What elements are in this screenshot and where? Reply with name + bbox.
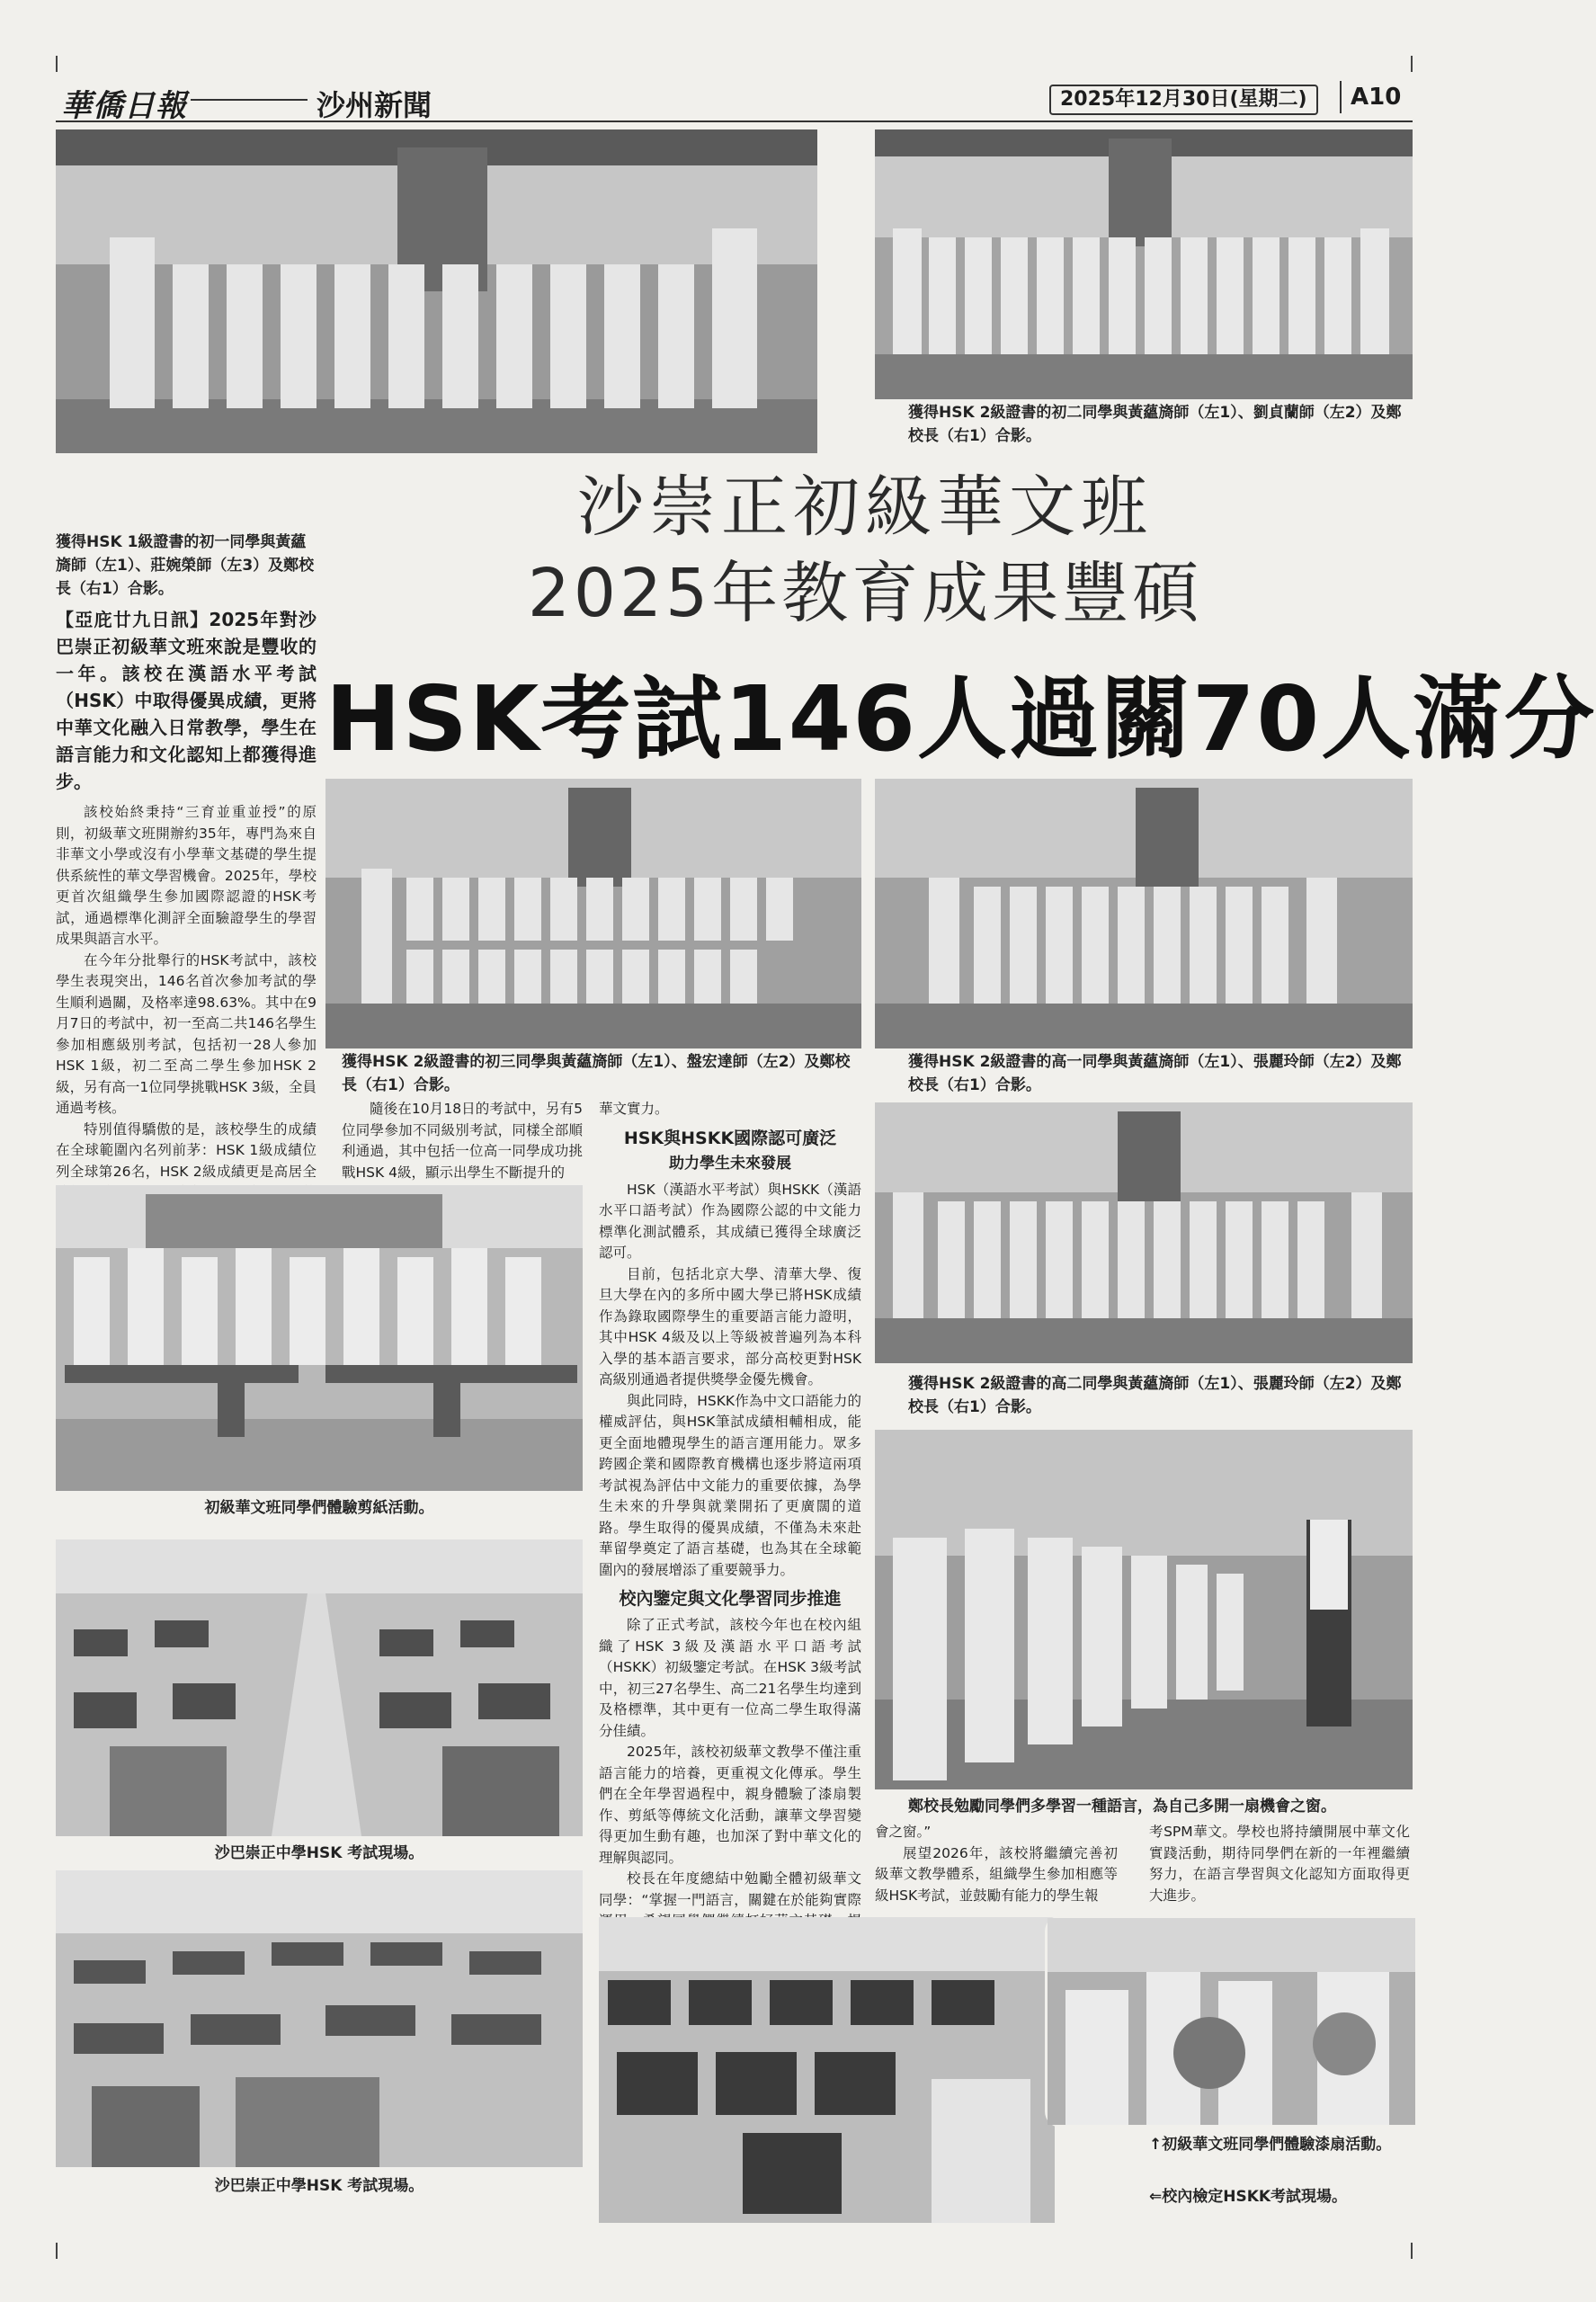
article-paragraph: 該校始終秉持“三育並重並授”的原則，初級華文班開辦約35年，專門為來自非華文小學或沒有小學華文基礎的學生提供系統性的華文學習機會。2025年，學校更首次組織學生參加國際認證的HSK考試，通過標準化測評全面驗證學生的學習成果與語言水平。: [56, 804, 317, 947]
caption-hsk2-form3: 獲得HSK 2級證書的初三同學與黃蘊旖師（左1）、盤宏達師（左2）及鄭校長（右1）合影。: [342, 1053, 851, 1094]
article-paragraph: 會之窗。”: [875, 1824, 932, 1840]
article-paragraph: 除了正式考試，該校今年也在校內組織了HSK 3級及漢語水平口語考試（HSKK）初級鑒定考試。在HSK 3級考試中，初三27名學生、高二21名學生均達到及格標準，其中更有一位高二學生取得滿分佳績。: [599, 1617, 861, 1739]
section-title: 沙州新聞: [317, 88, 432, 122]
issue-date: 2025年12月30日(星期二): [1049, 85, 1318, 115]
article-paragraph: 目前，包括北京大學、清華大學、復旦大學在內的多所中國大學已將HSK成績作為錄取國際學生的重要語言能力證明，其中HSK 4級及以上等級被普遍列為本科入學的基本語言要求，部分高校更對HSK高級別通過者提供獎學金優先機會。: [599, 1265, 861, 1387]
article-paragraph: 特別值得驕傲的是，該校學生的成績在全球範圍內名列前茅：HSK 1級成績位列全球第26名，HSK 2級成績更是高居全: [56, 1120, 317, 1180]
page-number: A10: [1340, 81, 1401, 113]
photo-paper-cutting: [56, 1185, 583, 1491]
article-paragraph: 華文實力。: [599, 1101, 669, 1117]
article-paragraph: HSK（漢語水平考試）與HSKK（漢語水平口語考試）作為國際公認的中文能力標準化測試體系，其成績已獲得全球廣泛認可。: [599, 1181, 861, 1261]
photo-hsk2-upper2: [875, 1102, 1413, 1363]
caption-lacquer-fan: ↑初級華文班同學們體驗漆扇活動。: [1149, 2136, 1392, 2154]
article-column-5: [1149, 1822, 1410, 1906]
crop-mark: [56, 56, 74, 72]
article-column-1: [56, 606, 317, 1225]
headline-line-2: 2025年教育成果豐碩: [527, 555, 1203, 632]
article-paragraph: 隨後在10月18日的考試中，另有5位同學參加不同級別考試，同樣全部順利通過，其中包括一位高一同學成功挑戰HSK 4級，顯示出學生不斷提升的: [342, 1101, 583, 1181]
masthead-dash: [191, 99, 308, 101]
photo-exam-hall-1: [56, 1539, 583, 1836]
masthead-rule: [56, 120, 1413, 122]
subheading-school-assessment: 校內鑒定與文化學習同步推進: [619, 1589, 842, 1609]
caption-exam-hall-1: 沙巴崇正中學HSK 考試現場。: [214, 1844, 424, 1862]
headline-line-3: HSK考試146人過關70人滿分: [325, 666, 1596, 772]
article-paragraph: 與此同時，HSKK作為中文口語能力的權威評估，與HSK筆試成績相輔相成，能更全面地體現學生的語言運用能力。眾多跨國企業和國際教育機構也逐步將這兩項考試視為評估中文能力的重要依據，為學生未來的升學與就業開拓了更廣闊的道路。學生取得的優異成績，不僅為未來赴華留學奠定了語言基礎，也為其在全球範圍內的發展增添了重要競爭力。: [599, 1392, 861, 1578]
subheading-hsk-recognition: [599, 1126, 861, 1176]
article-column-4: [875, 1822, 1118, 1906]
article-paragraph: 2025年，該校初級華文教學不僅注重語言能力的培養，更重視文化傳承。學生們在全年學習過程中，親身體驗了漆扇製作、剪紙等傳統文化活動，讓華文學習變得更加生動有趣，也加深了對中華文化的理解與認同。: [599, 1744, 861, 1866]
photo-hsk1-group: [56, 129, 817, 453]
article-column-3: [599, 1099, 861, 1975]
article-paragraph: 在今年分批舉行的HSK考試中，該校學生表現突出，146名首次參加考試的學生順利過關，及格率達98.63%。其中在9月7日的考試中，初一至高二共146名學生參加相應級別考試，包括初一28人參加HSK 1級，初二至高二學生參加HSK 2級，另有高一1位同學挑戰HSK 3級，全員通過考核。: [56, 951, 317, 1116]
photo-hsk2-form3: [325, 779, 861, 1048]
headline-line-1: 沙崇正初級華文班: [577, 468, 1153, 546]
photo-lacquer-fan: [1045, 1915, 1418, 2128]
article-lead: 【亞庇廿九日訊】2025年對沙巴崇正初級華文班來說是豐收的一年。該校在漢語水平考試（HSK）中取得優異成績，更將中華文化融入日常教學，學生在語言能力和文化認知上都獲得進步。: [56, 609, 317, 792]
photo-exam-hall-2: [56, 1870, 583, 2167]
caption-principal: 鄭校長勉勵同學們多學習一種語言，為自己多開一扇機會之窗。: [908, 1798, 1336, 1816]
masthead: [56, 79, 1413, 122]
caption-hsk2-form2: 獲得HSK 2級證書的初二同學與黃蘊旖師（左1）、劉貞蘭師（左2）及鄭校長（右1）合影。: [908, 404, 1402, 445]
caption-hsk1: 獲得HSK 1級證書的初一同學與黃蘊旖師（左1）、莊婉榮師（左3）及鄭校長（右1）合影。: [56, 533, 315, 598]
crop-mark: [1395, 56, 1413, 72]
subheading-line: 助力學生未來發展: [669, 1154, 791, 1173]
photo-hskk-lab: [599, 1917, 1055, 2223]
crop-mark: [1395, 2243, 1413, 2259]
subheading-line: HSK與HSKK國際認可廣泛: [623, 1128, 837, 1148]
caption-exam-hall-2: 沙巴崇正中學HSK 考試現場。: [214, 2177, 424, 2195]
newspaper-logo: 華僑日報: [61, 88, 187, 124]
article-paragraph: 校長在年度總結中勉勵全體初級華文同學：“掌握一門語言，關鍵在於能夠實際: [599, 1870, 861, 1908]
caption-paper-cutting: 初級華文班同學們體驗剪紙活動。: [204, 1499, 434, 1517]
caption-hsk2-upper1: 獲得HSK 2級證書的高一同學與黃蘊旖師（左1）、張麗玲師（左2）及鄭校長（右1）合影。: [908, 1053, 1402, 1094]
photo-hsk2-form2: [875, 129, 1413, 399]
article-paragraph: 考SPM華文。學校也將持續開展中華文化實踐活動，期待同學們在新的一年裡繼續努力，在語言學習與文化認知方面取得更大進步。: [1149, 1824, 1410, 1904]
article-paragraph: 展望2026年，該校將繼續完善初級華文教學體系，組織學生參加相應等級HSK考試，並鼓勵有能力的學生報: [875, 1844, 1118, 1904]
caption-hskk-lab: ⇐校內檢定HSKK考試現場。: [1149, 2188, 1348, 2206]
photo-hsk2-upper1: [875, 779, 1413, 1048]
photo-principal-address: [875, 1430, 1413, 1789]
headline-block: [325, 454, 1596, 772]
crop-mark: [56, 2243, 74, 2259]
article-column-2: [342, 1099, 583, 1183]
caption-hsk2-upper2: 獲得HSK 2級證書的高二同學與黃蘊旖師（左1）、張麗玲師（左2）及鄭校長（右1）合影。: [908, 1375, 1402, 1416]
